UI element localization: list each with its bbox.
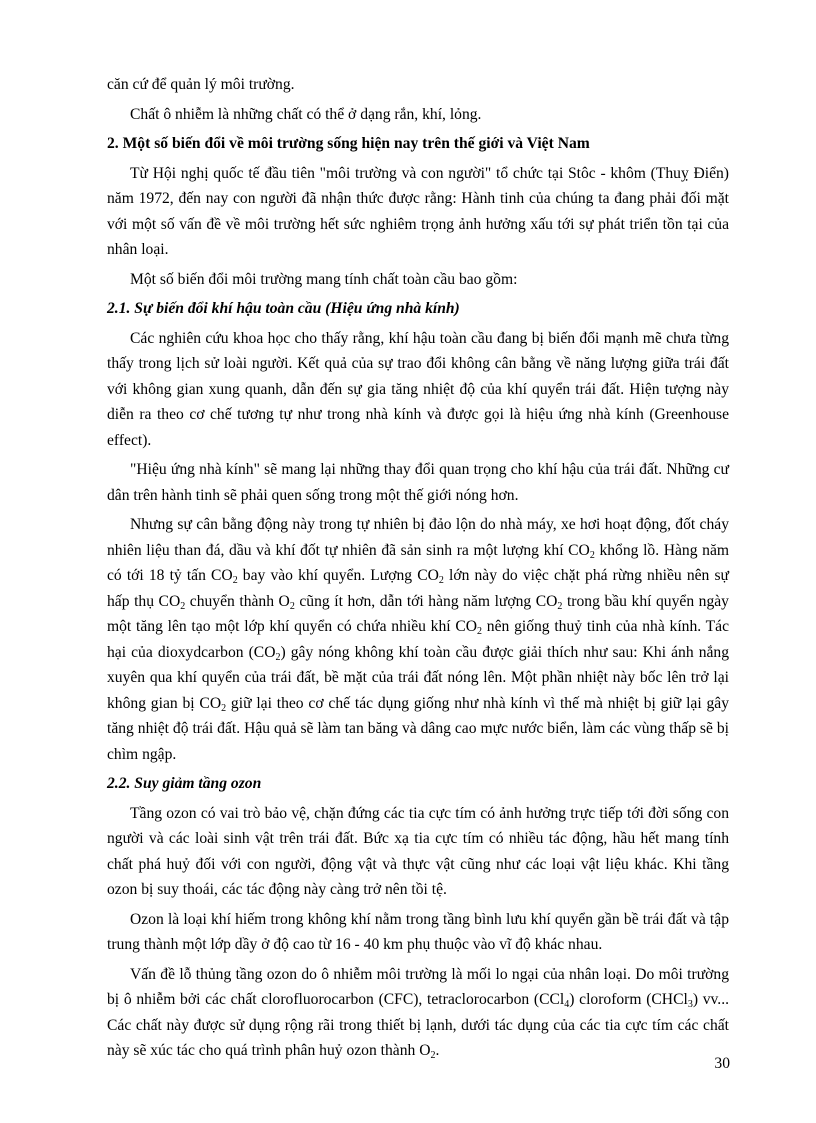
text-run: giữ lại theo cơ chế tác dụng giống như nhà kính vì thế mà nhiệt bị giữ lại gây tăng nhiệt độ trái đất. Hậu quả sẽ làm tan băng và dâng cao mực nước biển, làm các vùng thấp sẽ bị chìm ngập. — [107, 694, 729, 763]
subsection-heading: 2.2. Suy giảm tầng ozon — [107, 775, 262, 792]
page-number: 30 — [714, 1055, 730, 1072]
text-run: khổng lồ. Hàng năm có tới 18 tỷ tấn CO — [107, 541, 729, 584]
subscript: 2 — [232, 575, 238, 586]
paragraph: Các nghiên cứu khoa học cho thấy rằng, khí hậu toàn cầu đang bị biến đổi mạnh mẽ chưa từng thấy trong lịch sử loài người. Kết quả của sự trao đổi không cân bằng về năng lượng giữa trái đất với không gian xung quanh, dẫn đến sự gia tăng nhiệt độ của khí quyển trái đất. Hiện tượng này diễn ra theo cơ chế tương tự như trong nhà kính và được gọi là hiệu ứng nhà kính (Greenhouse effect). — [107, 329, 729, 449]
text-run: lớn này do việc chặt phá rừng nhiều nên sự hấp thụ CO — [107, 567, 729, 610]
text-run: ) vv... Các chất này được sử dụng rộng rãi trong thiết bị lạnh, dưới tác dụng của các tia cực tím các chất này sẽ xúc tác cho quá trình phân huỷ ozon thành O — [107, 991, 729, 1059]
subscript: 2 — [289, 600, 295, 612]
paragraph: Một số biến đổi môi trường mang tính chất toàn cầu bao gồm: — [130, 270, 518, 288]
text-run: trong bầu khí quyển ngày một tăng lên tạo một lớp khí quyển có chứa nhiều khí CO — [107, 592, 729, 635]
subscript: 2 — [438, 575, 444, 586]
section-heading: 2. Một số biến đổi về môi trường sống hiện nay trên thế giới và Việt Nam — [107, 135, 590, 152]
subscript: 4 — [564, 999, 570, 1010]
paragraph: "Hiệu ứng nhà kính" sẽ mang lại những thay đổi quan trọng cho khí hậu của trái đất. Những cư dân trên hành tinh sẽ phải quen sống trong một thế giới nóng hơn. — [107, 461, 729, 504]
text-run: Nhưng sự cân bằng động này trong tự nhiên bị đảo lộn do nhà máy, xe hơi hoạt động, đốt cháy nhiên liệu than đá, dầu và khí đốt tự nhiên đã sản sinh ra một lượng khí CO — [107, 516, 729, 559]
paragraph: Tầng ozon có vai trò bảo vệ, chặn đứng các tia cực tím có ảnh hưởng trực tiếp tới đời sống con người và các loài sinh vật trên trái đất. Bức xạ tia cực tím có nhiều tác động, hầu hết mang tính chất phá huỷ đối với con người, động vật và thực vật cũng như các loại vật liệu khác. Khi tầng ozon bị suy thoái, các tác động này càng trở nên tồi tệ. — [107, 804, 729, 898]
paragraph: Chất ô nhiễm là những chất có thể ở dạng rắn, khí, lỏng. — [130, 105, 482, 123]
text-run: Vấn đề lỗ thủng tầng ozon do ô nhiễm môi trường là mối lo ngại của nhân loại. Do môi trường bị ô nhiễm bởi các chất clorofluorocarbon (CFC), tetraclorocarbon (CCl — [107, 965, 729, 1008]
subscript: 2 — [275, 651, 281, 663]
text-run: bay vào khí quyển. Lượng CO — [237, 567, 439, 584]
subscript: 2 — [180, 600, 186, 612]
paragraph: Ozon là loại khí hiếm trong không khí nằm trong tầng bình lưu khí quyển gần bề trái đất và tập trung thành một lớp dầy ở độ cao từ 16 - 40 km phụ thuộc vào vĩ độ khác nhau. — [107, 910, 729, 953]
text-run: cũng ít hơn, dẫn tới hàng năm lượng CO — [294, 592, 558, 610]
text-run: . — [435, 1042, 440, 1059]
text-run: nên giống thuỷ tinh của nhà kính. Tác hại của dioxydcarbon (CO — [107, 618, 729, 661]
subscript: 2 — [430, 1050, 436, 1061]
subscript: 3 — [687, 999, 693, 1010]
paragraph — [107, 962, 729, 1064]
paragraph — [107, 512, 729, 767]
subsection-heading: 2.1. Sự biến đổi khí hậu toàn cầu (Hiệu ứng nhà kính) — [107, 300, 460, 317]
text-run: chuyển thành O — [185, 592, 290, 610]
subscript: 2 — [557, 600, 563, 612]
paragraph: Từ Hội nghị quốc tế đầu tiên "môi trường và con người" tổ chức tại Stôc - khôm (Thuỵ Điển) năm 1972, đến nay con người đã nhận thức được rằng: Hành tinh của chúng ta đang phải đối mặt với một số vấn đề về môi trường hết sức nghiêm trọng ảnh hưởng xấu tới sự phát triển tồn tại của nhân loại. — [107, 164, 729, 258]
document-page — [107, 72, 729, 1068]
text-run: ) gây nóng không khí toàn cầu được giải thích như sau: Khi ánh nắng xuyên qua khí quyển của trái đất, bề mặt của trái đất nóng lên. Một phần nhiệt này bốc lên trở lại không gian bị CO — [107, 643, 730, 712]
paragraph: căn cứ để quản lý môi trường. — [107, 76, 295, 93]
subscript: 2 — [589, 549, 595, 561]
text-run: ) cloroform (CHCl — [569, 991, 688, 1008]
subscript: 2 — [477, 626, 483, 637]
subscript: 2 — [221, 702, 227, 714]
